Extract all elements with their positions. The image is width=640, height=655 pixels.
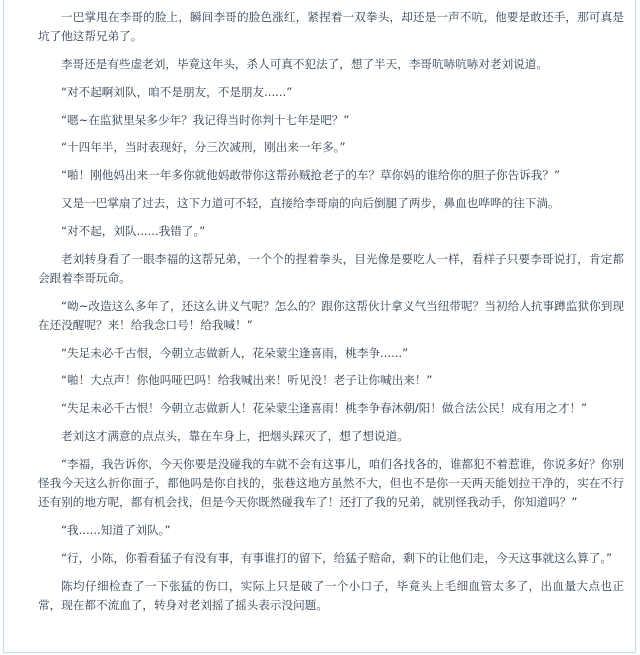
paragraph: “对不起啊刘队，咱不是朋友，不是朋友......”	[61, 84, 293, 99]
paragraph: 陈均仔细检查了一下张猛的伤口，实际上只是破了一个小口子，毕竟头上毛细血管太多了，出血量大点也正常，现在都不流血了，转身对老刘摇了摇头表示没问题。	[38, 578, 624, 612]
paragraph: 一巴掌甩在李哥的脸上，瞬间李哥的脸色涨红，紧捏着一双拳头，却还是一声不吭，他要是敢还手，那可真是坑了他这帮兄弟了。	[38, 10, 624, 44]
paragraph: “对不起，刘队......我错了。”	[61, 223, 206, 238]
novel-text	[38, 8, 624, 624]
paragraph: “我......知道了刘队。”	[61, 522, 171, 537]
paragraph: “嗯~在监狱里呆多少年？我记得当时你判十七年是吧？”	[61, 112, 350, 127]
paragraph: 又是一巴掌扇了过去，这下力道可不轻，直接给李哥扇的向后倒腿了两步，鼻血也哗哗的往下淌。	[61, 195, 560, 210]
paragraph: 老刘转身看了一眼李福的这帮兄弟，一个个的捏着拳头，目光像是要吃人一样，看样子只要李哥说打，肯定都会跟着李哥玩命。	[38, 251, 624, 285]
page-frame	[3, 0, 636, 653]
paragraph: “呦~改造这么多年了，还这么讲义气呢？怎么的？跟你这帮伙计拿义气当纽带呢？当初给人抗事蹲监狱你到现在还没醒呢？来！给我念口号！给我喊！”	[38, 298, 624, 332]
paragraph: 老刘这才满意的点点头，靠在车身上，把烟头踩灭了，想了想说道。	[61, 428, 409, 443]
paragraph: “行，小陈，你看看猛子有没有事，有事谁打的留下，给猛子赔命，剩下的让他们走，今天这事就这么算了。”	[61, 550, 613, 565]
paragraph: “啪！大点声！你他吗哑巴吗！给我喊出来！听见没！老子让你喊出来！”	[61, 373, 433, 388]
paragraph: “啪！刚他妈出来一年多你就他妈敢带你这帮孙贼抢老子的车？草你妈的谁给你的胆子你告诉我？”	[61, 168, 560, 183]
paragraph: “十四年半，当时表现好，分三次减刑，刚出来一年多。”	[61, 140, 346, 155]
paragraph: “失足未必千古恨，今朝立志做新人，花朵蒙尘逢喜雨，桃李争......”	[61, 345, 409, 360]
paragraph: “李福，我告诉你，今天你要是没碰我的车就不会有这事儿，咱们各找各的，谁都犯不着惹谁，你说多好？你别怪我今天这么折你面子，都他吗是你自找的，张巷这地方虽然不大，但也不是你一天两天能划拉干净的，实在不行还有别的地方呢，都有机会找，但是今天你既然碰我车了！还打了我的兄弟，就别怪我动手，你知道吗？”	[38, 456, 624, 510]
paragraph: “失足未必千古恨！今朝立志做新人！花朵蒙尘逢喜雨！桃李争春沐朝/阳！做合法公民！成有用之才！”	[61, 401, 588, 416]
paragraph: 李哥还是有些虚老刘，毕竟这年头，杀人可真不犯法了，想了半天，李哥吭哧吭哧对老刘说道。	[61, 57, 548, 71]
